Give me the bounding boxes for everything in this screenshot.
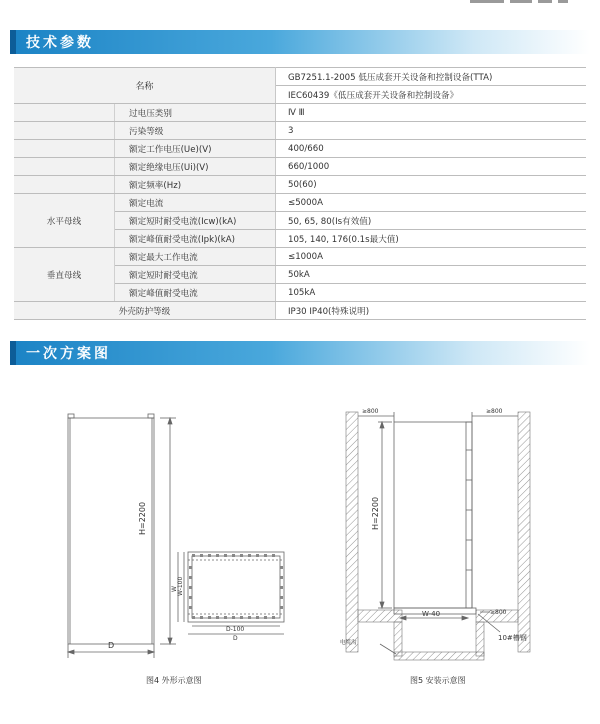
param-name: 额定电流 bbox=[115, 194, 276, 212]
table-row bbox=[14, 140, 586, 158]
param-name: 额定峰值耐受电流 bbox=[115, 284, 276, 302]
fig5-clear-right-label: ≥800 bbox=[486, 408, 503, 415]
header-decoration bbox=[470, 0, 590, 6]
standard-gb: GB7251.1-2005 低压成套开关设备和控制设备(TTA) bbox=[276, 68, 587, 86]
param-value: 660/1000 bbox=[276, 158, 587, 176]
param-value: IP30 IP40(特殊说明) bbox=[276, 302, 587, 320]
param-name: 过电压类别 bbox=[115, 104, 276, 122]
param-value: 105, 140, 176(0.1s最大值) bbox=[276, 230, 587, 248]
fig4-outline-drawing bbox=[30, 400, 300, 700]
param-value: ≤1000A bbox=[276, 248, 587, 266]
param-value: 105kA bbox=[276, 284, 587, 302]
fig4-plan-d100-label: D-100 bbox=[226, 626, 245, 633]
param-name: 额定短时耐受电流(Icw)(kA) bbox=[115, 212, 276, 230]
fig4-depth-label: D bbox=[108, 641, 115, 650]
section-bar-scheme bbox=[10, 341, 590, 365]
fig5-channel-steel-label: 10#槽钢 bbox=[498, 634, 527, 642]
param-name: 额定频率(Hz) bbox=[115, 176, 276, 194]
group-cell bbox=[14, 104, 115, 122]
group-cell bbox=[14, 176, 115, 194]
table-row bbox=[14, 302, 586, 320]
group-label-horizontal-busbar: 水平母线 bbox=[14, 194, 115, 248]
section-title: 技术参数 bbox=[26, 35, 94, 51]
table-row bbox=[14, 194, 586, 212]
group-cell bbox=[14, 158, 115, 176]
param-name: 污染等级 bbox=[115, 122, 276, 140]
fig4-caption: 图4 外形示意图 bbox=[146, 676, 202, 685]
fig4-plan-holes bbox=[189, 554, 283, 619]
group-label-vertical-busbar: 垂直母线 bbox=[14, 248, 115, 302]
fig5-clear-bottom-label: ≥800 bbox=[490, 609, 507, 616]
param-name: 额定最大工作电流 bbox=[115, 248, 276, 266]
param-value: 50kA bbox=[276, 266, 587, 284]
fig5-installation-drawing bbox=[340, 400, 580, 670]
table-row bbox=[14, 122, 586, 140]
fig5-cable-trench-label: 电缆沟 bbox=[340, 640, 357, 646]
param-value: ≤5000A bbox=[276, 194, 587, 212]
fig5-clear-left-label: ≥800 bbox=[362, 408, 379, 415]
fig4-plan-w100-label: W-100 bbox=[177, 576, 184, 596]
left-wall bbox=[346, 412, 358, 652]
group-cell bbox=[14, 140, 115, 158]
right-wall bbox=[518, 412, 530, 652]
param-name: 额定短时耐受电流 bbox=[115, 266, 276, 284]
tech-params-table bbox=[14, 67, 586, 320]
param-name: 额定峰值耐受电流(Ipk)(kA) bbox=[115, 230, 276, 248]
param-value: 50, 65, 80(Is有效值) bbox=[276, 212, 587, 230]
table-row bbox=[14, 68, 586, 86]
fig5-caption: 图5 安装示意图 bbox=[410, 676, 466, 685]
table-row bbox=[14, 176, 586, 194]
param-name: 额定绝缘电压(Ui)(V) bbox=[115, 158, 276, 176]
fig4-height-label: H=2200 bbox=[138, 501, 147, 535]
table-row bbox=[14, 104, 586, 122]
param-value: Ⅳ Ⅲ bbox=[276, 104, 587, 122]
param-name: 外壳防护等级 bbox=[14, 302, 276, 320]
floor-left bbox=[358, 610, 402, 622]
cabinet-side bbox=[394, 422, 472, 608]
param-value: 50(60) bbox=[276, 176, 587, 194]
section-title: 一次方案图 bbox=[26, 346, 111, 362]
fig5-w40-label: W-40 bbox=[422, 610, 441, 618]
param-value: 400/660 bbox=[276, 140, 587, 158]
fig4-plan-w-label: W bbox=[171, 586, 178, 592]
table-row bbox=[14, 248, 586, 266]
fig5-height-label: H=2200 bbox=[371, 496, 380, 530]
cable-trench bbox=[394, 652, 484, 660]
table-header-name: 名称 bbox=[14, 68, 276, 104]
param-name: 额定工作电压(Ue)(V) bbox=[115, 140, 276, 158]
param-value: 3 bbox=[276, 122, 587, 140]
fig4-plan-d-label: D bbox=[233, 635, 238, 642]
group-cell bbox=[14, 122, 115, 140]
table-row bbox=[14, 158, 586, 176]
standard-iec: IEC60439《低压成套开关设备和控制设备》 bbox=[276, 86, 587, 104]
section-bar-tech-params bbox=[10, 30, 590, 54]
fig4-plan-view bbox=[178, 552, 284, 634]
